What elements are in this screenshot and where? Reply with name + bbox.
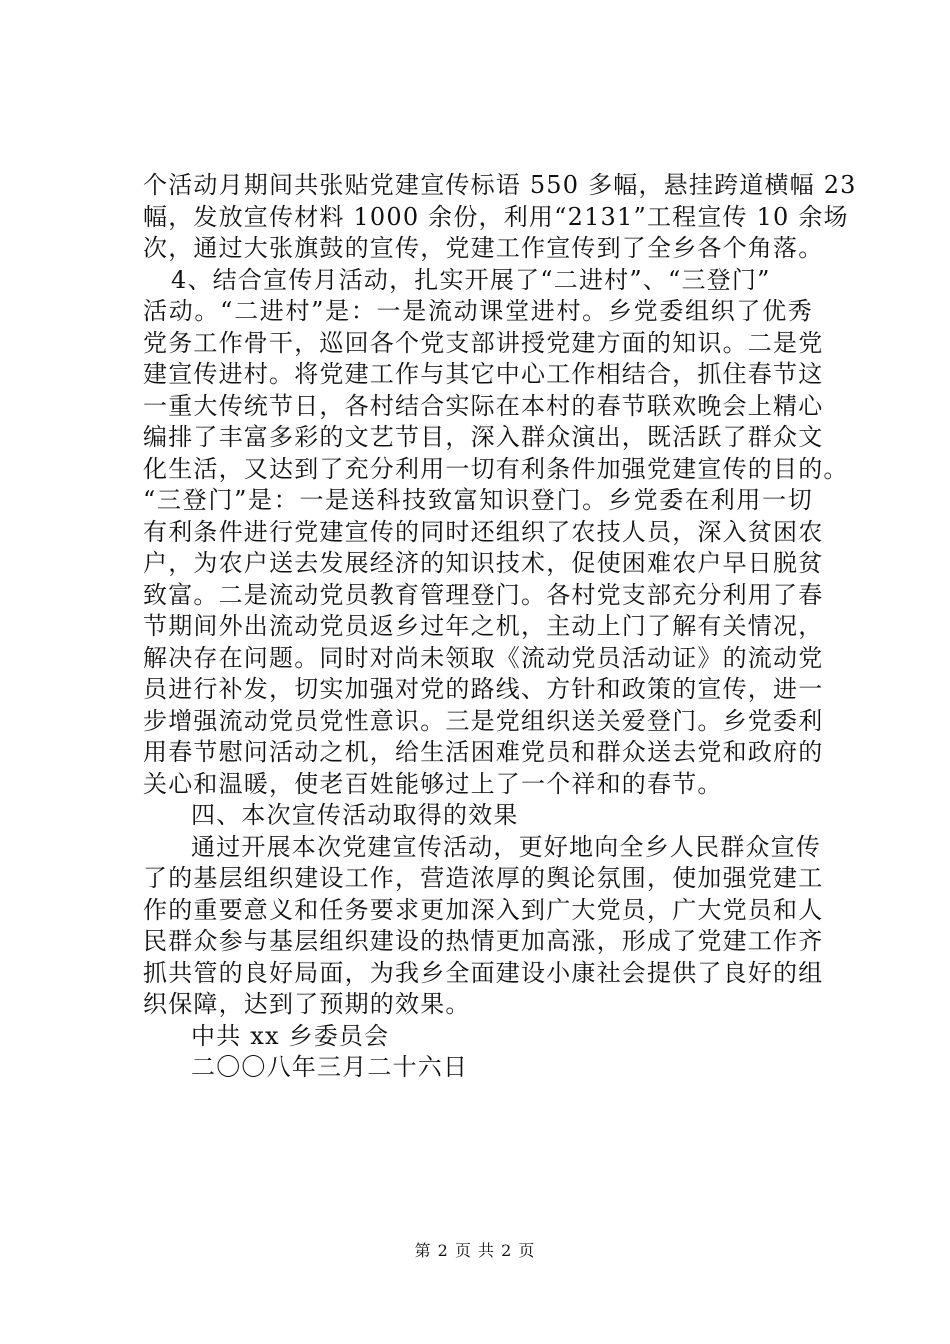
text-line: 次，通过大张旗鼓的宣传，党建工作宣传到了全乡各个角落。 (143, 234, 824, 262)
text-line: 活动。“二进村”是：一是流动课堂进村。乡党委组织了优秀 (143, 297, 813, 325)
signature-date: 二〇〇八年三月二十六日 (191, 1053, 469, 1081)
text-line: 了的基层组织建设工作，营造浓厚的舆论氛围，使加强党建工 (143, 864, 824, 892)
signature-organization: 中共 xx 乡委员会 (191, 1021, 390, 1050)
page-number: 第 2 页 共 2 页 (414, 1241, 536, 1260)
text-line: 建宣传进村。将党建工作与其它中心工作相结合，抓住春节这 (143, 360, 824, 388)
paragraph-start: 通过开展本次党建宣传活动，更好地向全乡人民群众宣传 (191, 832, 821, 861)
section-heading: 四、本次宣传活动取得的效果 (191, 801, 519, 829)
text-line: 有利条件进行党建宣传的同时还组织了农技人员，深入贫困农 (143, 517, 824, 546)
text-line: 党务工作骨干，巡回各个党支部讲授党建方面的知识。二是党 (143, 328, 824, 357)
text-line: 织保障，达到了预期的效果。 (143, 990, 471, 1018)
text-line: 致富。二是流动党员教育管理登门。各村党支部充分利用了春 (143, 580, 824, 609)
text-line: 民群众参与基层组织建设的热情更加高涨，形成了党建工作齐 (143, 927, 824, 955)
text-line: 员进行补发，切实加强对党的路线、方针和政策的宣传，进一 (143, 675, 824, 703)
text-line: 解决存在问题。同时对尚未领取《流动党员活动证》的流动党 (143, 643, 824, 672)
text-line: 步增强流动党员党性意识。三是党组织送关爱登门。乡党委利 (143, 706, 824, 735)
text-line: 编排了丰富多彩的文艺节目，深入群众演出，既活跃了群众文 (143, 423, 824, 451)
text-line: “三登门”是：一是送科技致富知识登门。乡党委在利用一切 (143, 486, 813, 514)
text-line: 化生活，又达到了充分利用一切有利条件加强党建宣传的目的。 (143, 454, 849, 483)
paragraph-heading-4: 4、结合宣传月活动，扎实开展了“二进村”、“三登门” (171, 265, 771, 294)
text-line: 抓共管的良好局面，为我乡全面建设小康社会提供了良好的组 (143, 958, 824, 987)
text-line: 个活动月期间共张贴党建宣传标语 550 多幅，悬挂跨道横幅 23 (143, 171, 857, 199)
text-line: 户，为农户送去发展经济的知识技术，促使困难农户早日脱贫 (143, 549, 824, 577)
page-footer (0, 1241, 950, 1261)
text-line: 一重大传统节日，各村结合实际在本村的春节联欢晚会上精心 (143, 391, 824, 420)
text-line: 用春节慰问活动之机，给生活困难党员和群众送去党和政府的 (143, 738, 824, 766)
document-body (143, 170, 857, 1084)
text-line: 节期间外出流动党员返乡过年之机，主动上门了解有关情况， (143, 612, 824, 640)
text-line: 关心和温暖，使老百姓能够过上了一个祥和的春节。 (143, 769, 723, 798)
text-line: 作的重要意义和任务要求更加深入到广大党员，广大党员和人 (143, 895, 824, 924)
text-line: 幅，发放宣传材料 1000 余份，利用“2131”工程宣传 10 余场 (143, 202, 849, 231)
